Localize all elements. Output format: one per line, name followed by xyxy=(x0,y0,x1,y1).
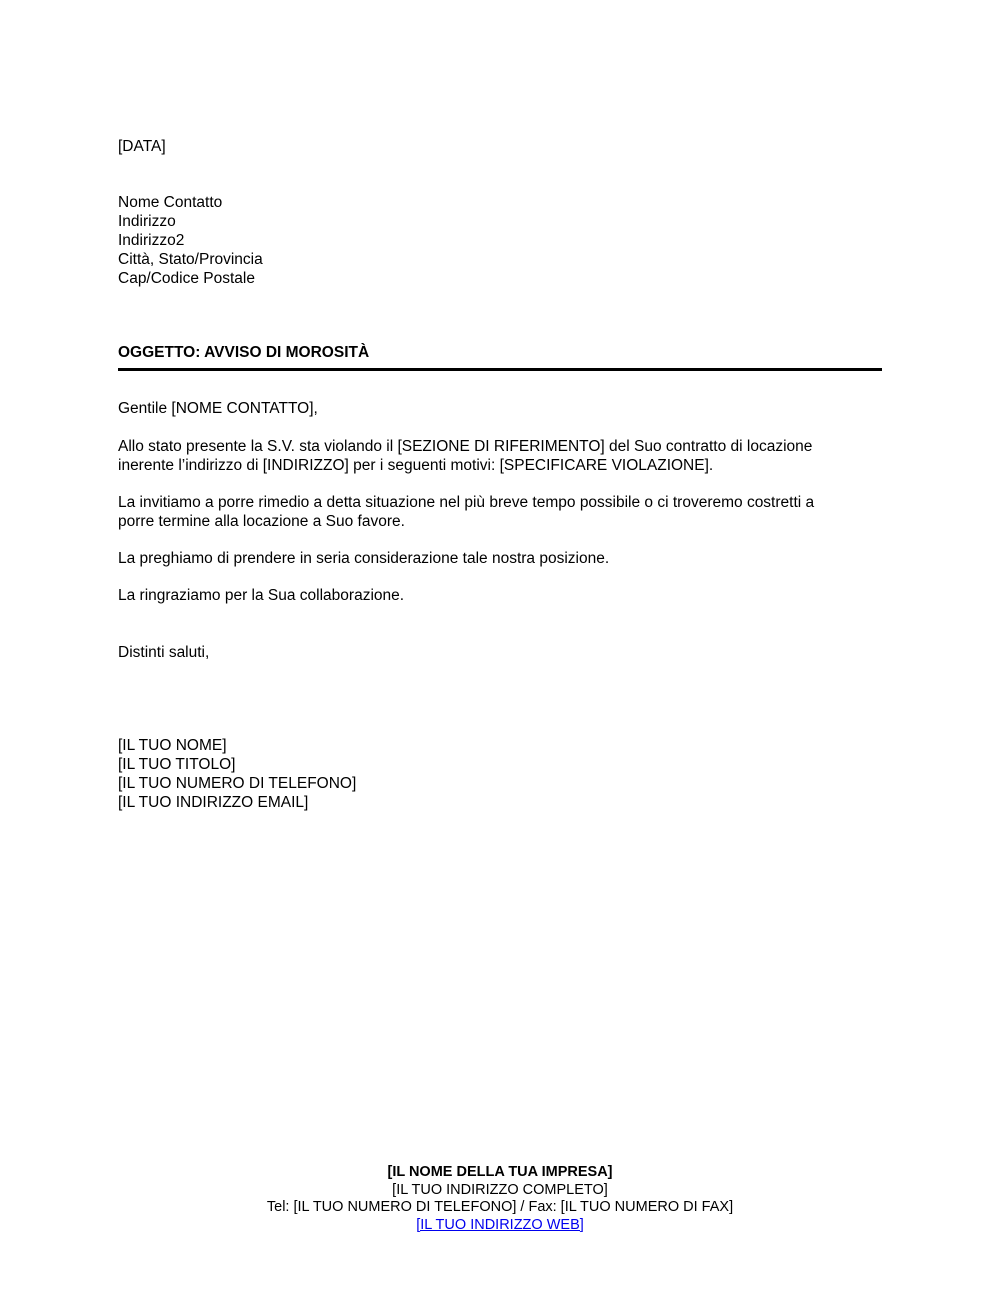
recipient-city-state: Città, Stato/Provincia xyxy=(118,251,263,268)
paragraph-line: La preghiamo di prendere in seria considerazione tale nostra posizione. xyxy=(118,550,610,567)
body-paragraph-thanks xyxy=(118,586,404,605)
paragraph-line: porre termine alla locazione a Suo favore. xyxy=(118,513,405,530)
recipient-address-block xyxy=(118,193,263,288)
paragraph-line: Allo stato presente la S.V. sta violando il [SEZIONE DI RIFERIMENTO] del Suo contratto di locazione xyxy=(118,438,813,455)
subject-divider xyxy=(118,368,882,371)
company-contacts: Tel: [IL TUO NUMERO DI TELEFONO] / Fax: [IL TUO NUMERO DI FAX] xyxy=(266,1199,734,1215)
salutation-text: Gentile [NOME CONTATTO], xyxy=(118,400,318,417)
body-paragraph-consideration xyxy=(118,549,609,568)
sender-title: [IL TUO TITOLO] xyxy=(118,756,236,773)
date-text: [DATA] xyxy=(118,138,166,155)
paragraph-line: La ringraziamo per la Sua collaborazione. xyxy=(118,587,405,604)
signature-block xyxy=(118,736,356,812)
salutation xyxy=(118,399,318,418)
recipient-address-line-2: Indirizzo2 xyxy=(118,232,185,249)
letter-date xyxy=(118,137,166,156)
sender-email: [IL TUO INDIRIZZO EMAIL] xyxy=(118,794,309,811)
recipient-postal-code: Cap/Codice Postale xyxy=(118,270,255,287)
closing xyxy=(118,643,209,662)
company-website-link[interactable]: [IL TUO INDIRIZZO WEB] xyxy=(416,1216,584,1233)
closing-text: Distinti saluti, xyxy=(118,644,210,661)
recipient-address-line-1: Indirizzo xyxy=(118,213,176,230)
sender-name: [IL TUO NOME] xyxy=(118,737,227,754)
body-paragraph-remedy xyxy=(118,493,814,531)
body-paragraph-violation xyxy=(118,437,812,475)
company-name: [IL NOME DELLA TUA IMPRESA] xyxy=(387,1164,613,1180)
paragraph-line: inerente l’indirizzo di [INDIRIZZO] per i seguenti motivi: [SPECIFICARE VIOLAZIONE]. xyxy=(118,457,714,474)
subject-text: OGGETTO: AVVISO DI MOROSITÀ xyxy=(118,344,370,361)
sender-phone: [IL TUO NUMERO DI TELEFONO] xyxy=(118,775,357,792)
letterhead-footer xyxy=(0,1164,1000,1234)
recipient-name: Nome Contatto xyxy=(118,194,223,211)
subject-line xyxy=(118,343,369,362)
company-address: [IL TUO INDIRIZZO COMPLETO] xyxy=(392,1181,608,1198)
paragraph-line: La invitiamo a porre rimedio a detta situazione nel più breve tempo possibile o ci troveremo costretti a xyxy=(118,494,815,511)
